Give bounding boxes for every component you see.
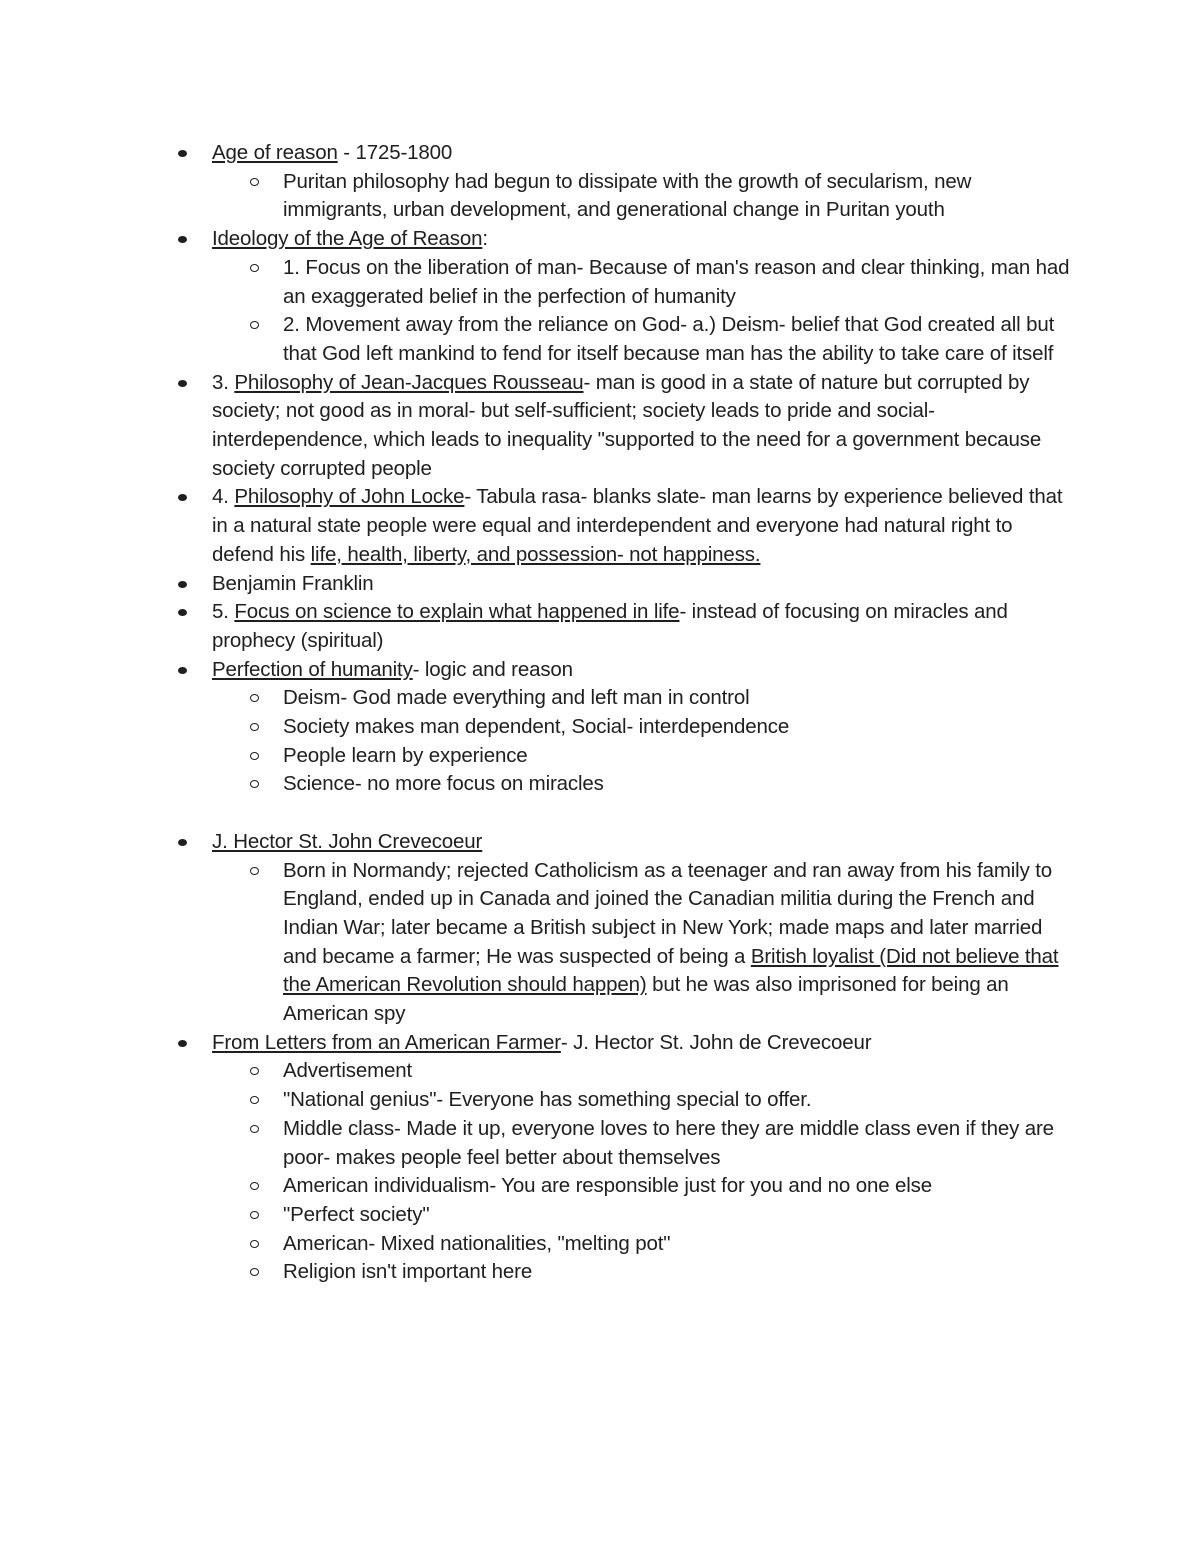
sub-bullet-item [283, 1258, 1073, 1287]
bullet-item [212, 570, 1072, 599]
bullet-item [212, 369, 1072, 484]
text-segment: 3. [212, 370, 235, 394]
sub-list [212, 254, 1073, 369]
text-segment: - instead of focusing on miracles and prophecy (spiritual) [212, 600, 1008, 652]
sub-bullet-item [283, 770, 1073, 799]
text-segment: 5. [212, 600, 235, 624]
text-segment: Puritan philosophy had begun to dissipate with the growth of secularism, new immigrants, urban development, and generational change in Puritan youth [283, 169, 972, 222]
sub-bullet-item [283, 1230, 1073, 1259]
text-segment: - logic and reason [412, 657, 573, 681]
text-segment: 1. Focus on the liberation of man- Because of man's reason and clear thinking, man had an exaggerated belief in the perfection of humanity [283, 255, 1070, 308]
sub-bullet-item [283, 168, 1073, 225]
sub-list [212, 168, 1073, 225]
text-segment: - man is good in a state of nature but corrupted by society; not good as in moral- but self-sufficient; society leads to pride and social-interdependence, which leads to inequality "supported to the need for a government because society corrupted people [212, 370, 1042, 480]
text-segment: : [482, 227, 488, 251]
underlined-text: Focus on science to explain what happened in life [234, 600, 680, 624]
text-segment: American- Mixed nationalities, "melting pot" [283, 1231, 671, 1255]
text-segment: - Tabula rasa- blanks slate- man learns by experience believed that in a natural state people were equal and interdependent and everyone had natural right to defend his [212, 485, 1063, 566]
bullet-item [212, 225, 1072, 369]
underlined-text: Ideology of the Age of Reason [212, 227, 483, 251]
sub-bullet-item [283, 857, 1073, 1029]
document-body [0, 139, 1200, 1287]
underlined-text: From Letters from an American Farmer [212, 1030, 561, 1054]
text-segment: - J. Hector St. John de Crevecoeur [560, 1030, 872, 1054]
bullet-item [212, 1029, 1072, 1287]
sub-list [212, 1057, 1073, 1287]
text-segment: American individualism- You are responsible just for you and no one else [283, 1174, 933, 1198]
sub-bullet-item [283, 1201, 1073, 1230]
sub-bullet-item [283, 1115, 1073, 1172]
text-segment: "Perfect society" [283, 1203, 430, 1226]
bullet-item [212, 598, 1072, 655]
text-segment: Religion isn't important here [283, 1260, 533, 1284]
bullet-item [212, 483, 1072, 569]
sub-bullet-item [283, 1086, 1073, 1115]
underlined-text: Age of reason [212, 141, 338, 164]
text-segment: 4. [212, 485, 235, 509]
sub-list [212, 857, 1073, 1029]
text-segment: Deism- God made everything and left man in control [283, 686, 750, 710]
blank-line [212, 799, 1072, 828]
underlined-text: Philosophy of John Locke [234, 485, 465, 509]
text-segment: Benjamin Franklin [212, 571, 374, 595]
text-segment: Middle class- Made it up, everyone loves to here they are middle class even if they are poor- makes people feel better about themselves [283, 1116, 1054, 1169]
text-segment: Born in Normandy; rejected Catholicism as a teenager and ran away from his family to England, ended up in Canada and joined the Canadian militia during the French and Indian War; later became a British subject in New York; made maps and later married and became a farmer; He was suspected of being a [283, 858, 1053, 968]
sub-bullet-item [283, 742, 1073, 771]
underlined-text: Perfection of humanity [212, 657, 413, 681]
text-segment: - 1725-1800 [337, 141, 453, 164]
sub-bullet-item [283, 713, 1073, 742]
bullet-outline [0, 139, 1072, 1287]
text-segment: Science- no more focus on miracles [283, 772, 604, 796]
sub-list [212, 684, 1073, 799]
underlined-text: J. Hector St. John Crevecoeur [212, 829, 483, 853]
sub-bullet-item [283, 311, 1073, 368]
bullet-item [212, 656, 1072, 800]
bullet-item [212, 139, 1072, 225]
sub-bullet-item [283, 1057, 1073, 1086]
text-segment: People learn by experience [283, 743, 528, 767]
sub-bullet-item [283, 254, 1073, 311]
text-segment: Advertisement [283, 1059, 413, 1083]
text-segment: but he was also imprisoned for being an American spy [283, 973, 1009, 1026]
bullet-item [212, 828, 1072, 1029]
underlined-text: British loyalist (Did not believe that the American Revolution should happen) [283, 944, 1059, 997]
sub-bullet-item [283, 684, 1073, 713]
sub-bullet-item [283, 1172, 1073, 1201]
text-segment: "National genius"- Everyone has something special to offer. [283, 1088, 812, 1112]
underlined-text: life, health, liberty, and possession- not happiness. [310, 542, 761, 566]
text-segment: Society makes man dependent, Social- interdependence [283, 715, 790, 739]
underlined-text: Philosophy of Jean-Jacques Rousseau [234, 370, 584, 394]
text-segment: 2. Movement away from the reliance on God- a.) Deism- belief that God created all but that God left mankind to fend for itself because man has the ability to take care of itself [283, 313, 1055, 365]
